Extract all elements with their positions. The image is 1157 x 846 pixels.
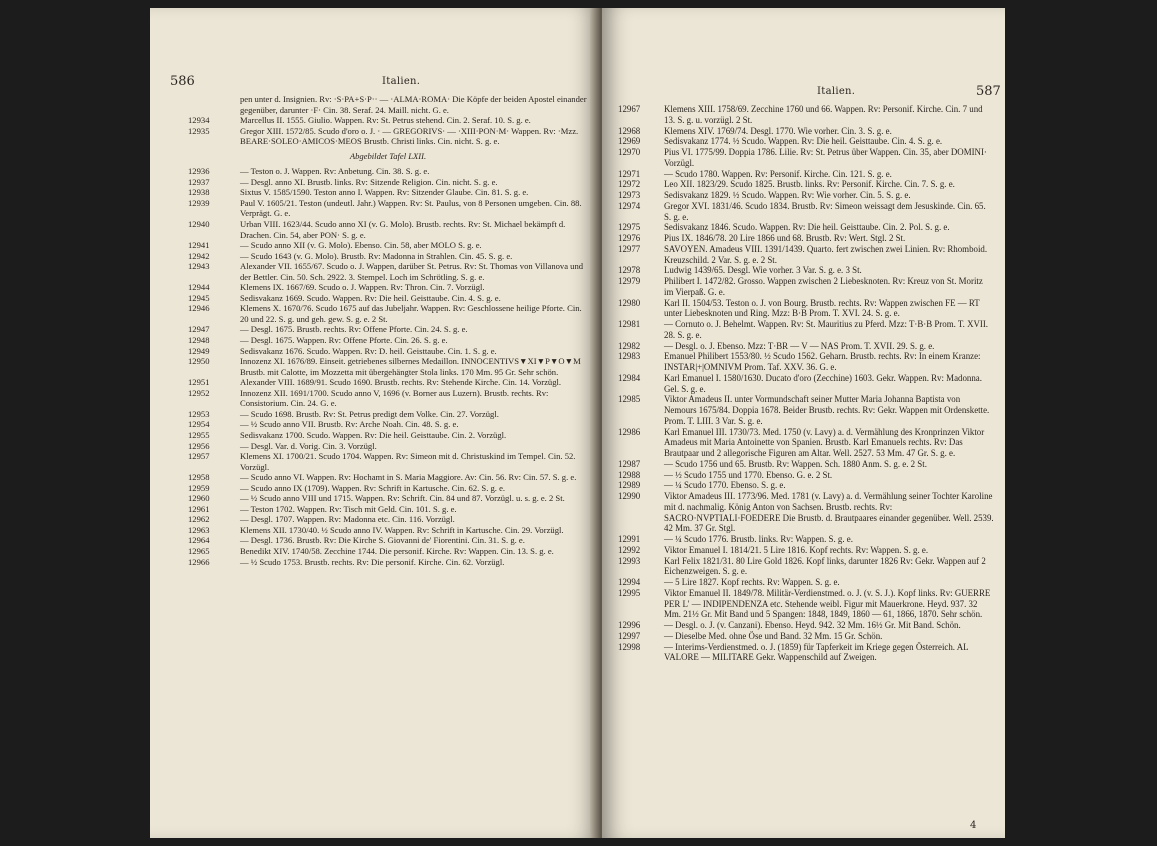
lot-description: — ½ Scudo anno VII. Brustb. Rv: Arche Noah. Cin. 48. S. g. e. bbox=[240, 419, 459, 430]
lot-number: 12987 bbox=[618, 458, 641, 469]
lot-description: Innozenz XI. 1676/89. Einseit. getriebenes silbernes Medaillon. INNOCENTIVS▼XI▼P▼O▼M Brustb. mit Calotte, im Mozzetta mit übergehängter Stola links. 170 Mm. 95 Gr. Sehr schön. bbox=[240, 356, 581, 377]
lot-entry bbox=[188, 557, 588, 568]
lot-number: 12995 bbox=[618, 587, 641, 598]
entry-text: pen unter d. Insignien. Rv: ·S·PA+S·P·· — ·ALMA·ROMA· Die Köpfe der beiden Apostel einander gegenüber, darunter ·F· Cin. 38. Seraf. 24. Maill. nicht. G. e. bbox=[240, 94, 587, 115]
lot-number: 12994 bbox=[618, 577, 641, 587]
lot-description: Karl Felix 1821/31. 80 Lire Gold 1826. Kopf links, darunter 1826 Rv: Gekr. Wappen auf 2 Eichenzweigen. S. g. e. bbox=[664, 555, 986, 577]
lot-entry bbox=[618, 126, 994, 137]
lot-number: 12978 bbox=[618, 265, 641, 276]
lot-entry bbox=[618, 534, 994, 545]
lot-description: — Teston o. J. Wappen. Rv: Anbetung. Cin. 38. S. g. e. bbox=[240, 166, 430, 177]
lot-description: — Dieselbe Med. ohne Öse und Band. 32 Mm. 15 Gr. Schön. bbox=[664, 630, 883, 641]
lot-number: 12991 bbox=[618, 534, 641, 544]
lot-number: 12982 bbox=[618, 340, 641, 351]
lot-number: 12939 bbox=[188, 197, 210, 208]
lot-description: Sedisvakanz 1700. Scudo. Wappen. Rv: Die heil. Geisttaube. Cin. 2. Vorzügl. bbox=[240, 429, 507, 440]
lot-description: Sedisvakanz 1669. Scudo. Wappen. Rv: Die heil. Geisttaube. Cin. 4. S. g. e. bbox=[240, 292, 501, 303]
lot-description: — Desgl. o. J. (v. Canzani). Ebenso. Heyd. 942. 32 Mm. 16½ Gr. Mit Band. Schön. bbox=[664, 620, 961, 630]
lot-number: 12997 bbox=[618, 630, 641, 641]
lot-description: Viktor Amadeus II. unter Vormundschaft seiner Mutter Maria Johanna Baptista von Nemours 1675/84. Doppia 1678. Beider Brustb. rechts. Rv: Gekr. Wappen mit Ordenskette. Prom. T. LIII. 3 Var. S. g. e. bbox=[664, 394, 990, 426]
signature-mark: 4 bbox=[970, 820, 977, 831]
lot-number: 12942 bbox=[188, 250, 210, 261]
lot-description: — ½ Scudo 1753. Brustb. rechts. Rv: Die personif. Kirche. Cin. 62. Vorzügl. bbox=[240, 556, 505, 567]
lot-description: — Scudo 1643 (v. G. Molo). Brustb. Rv: Madonna in Strahlen. Cin. 45. S. g. e. bbox=[240, 250, 513, 261]
lot-entry bbox=[188, 514, 588, 525]
lot-entry bbox=[188, 377, 588, 388]
lot-entry bbox=[618, 169, 994, 180]
lot-number: 12956 bbox=[188, 440, 210, 451]
lot-number: 12981 bbox=[618, 319, 641, 329]
lot-number: 12937 bbox=[188, 176, 210, 187]
lot-entry bbox=[188, 346, 588, 357]
lot-description: — Scudo 1780. Wappen. Rv: Personif. Kirche. Cin. 121. S. g. e. bbox=[664, 168, 892, 179]
lot-description: — Interims-Verdienstmed. o. J. (1859) für Tapferkeit im Kriege gegen Österreich. AL VALORE — MILITARE Gekr. Wappenschild auf Zweigen. bbox=[664, 641, 969, 663]
lot-entry bbox=[188, 388, 588, 409]
lot-description: Leo XII. 1823/29. Scudo 1825. Brustb. links. Rv: Personif. Kirche. Cin. 7. S. g. e. bbox=[664, 179, 955, 190]
lot-entry bbox=[188, 441, 588, 452]
lot-entry bbox=[618, 244, 994, 266]
lot-description: — Scudo anno IX (1709). Wappen. Rv: Schrift in Kartusche. Cin. 62. S. g. e. bbox=[240, 482, 506, 493]
lot-entry bbox=[618, 480, 994, 491]
lot-entry bbox=[618, 373, 994, 395]
lot-number: 12979 bbox=[618, 276, 641, 286]
lot-description: — ½ Scudo 1755 und 1770. Ebenso. G. e. 2 St. bbox=[664, 469, 833, 480]
lot-number: 12958 bbox=[188, 472, 210, 483]
lot-number: 12992 bbox=[618, 544, 641, 555]
lot-entry bbox=[618, 104, 994, 126]
lot-entry bbox=[618, 351, 994, 373]
lot-description: Klemens XIII. 1758/69. Zecchine 1760 und 66. Wappen. Rv: Personif. Kirche. Cin. 7 und 13. S. g. u. vorzügl. 2 St. bbox=[664, 104, 983, 125]
lot-entry bbox=[618, 276, 994, 298]
lot-entry bbox=[618, 545, 994, 556]
lot-description: — Desgl. 1675. Wappen. Rv: Offene Pforte. Cin. 26. S. g. e. bbox=[240, 335, 448, 346]
lot-number: 12940 bbox=[188, 219, 210, 230]
lot-entry bbox=[618, 147, 994, 169]
left-page bbox=[150, 8, 598, 838]
lot-description: Viktor Emanuel II. 1849/78. Militär-Verdienstmed. o. J. (v. S. J.). Kopf links. Rv: GUERRE PER L' — INDIPENDENZA etc. Stehende weibl. Figur mit Mauerkrone. Heyd. 937. 32 Mm. 21½ Gr. Mit Band und 5 Spangen: 1848, 1849, 1860 — 61, 1866, 1870. Sehr schön. bbox=[664, 587, 991, 620]
lot-description: — Cornuto o. J. Behelmt. Wappen. Rv: St. Mauritius zu Pferd. Mzz: T·B·B Prom. T. XVII. 28. S. g. e. bbox=[664, 319, 989, 340]
lot-entry bbox=[188, 504, 588, 515]
lot-entry bbox=[188, 472, 588, 483]
lot-number: 12951 bbox=[188, 377, 210, 388]
lot-number: 12948 bbox=[188, 335, 210, 346]
lot-description: — ¼ Scudo 1770. Ebenso. S. g. e. bbox=[664, 480, 786, 491]
lot-number: 12990 bbox=[618, 491, 641, 501]
lot-description: Marcellus II. 1555. Giulio. Wappen. Rv: St. Petrus stehend. Cin. 2. Seraf. 10. S. g. e. bbox=[240, 115, 531, 126]
lot-number: 12998 bbox=[618, 641, 641, 652]
lot-number: 12974 bbox=[618, 200, 641, 211]
lot-description: Klemens XII. 1730/40. ½ Scudo anno IV. Wappen. Rv: Schrift in Kartusche. Cin. 29. Vorzügl. bbox=[240, 524, 564, 535]
lot-number: 12973 bbox=[618, 190, 641, 200]
lot-entry bbox=[618, 265, 994, 276]
lot-entry bbox=[618, 190, 994, 201]
lot-entry bbox=[188, 115, 588, 126]
running-head-left: Italien. bbox=[382, 76, 421, 87]
right-column bbox=[618, 104, 994, 663]
lot-entry bbox=[188, 303, 588, 324]
lot-number: 12965 bbox=[188, 545, 210, 556]
lot-number: 12976 bbox=[618, 233, 641, 243]
lot-description: — 5 Lire 1827. Kopf rechts. Rv: Wappen. S. g. e. bbox=[664, 577, 840, 587]
entry-list-a bbox=[188, 115, 588, 147]
lot-entry bbox=[188, 240, 588, 251]
lot-description: — Desgl. 1675. Brustb. rechts. Rv: Offene Pforte. Cin. 24. S. g. e. bbox=[240, 324, 468, 335]
lot-entry bbox=[618, 631, 994, 642]
running-head-right: Italien. bbox=[817, 86, 856, 97]
lot-description: Alexander VII. 1655/67. Scudo o. J. Wappen, darüber St. Petrus. Rv: St. Thomas von Villanova und der Bettler. Cin. 50. Sch. 2922. 3. Stempel. Loch im Schrötling. S. g. e. bbox=[240, 261, 584, 282]
lot-description: Viktor Amadeus III. 1773/96. Med. 1781 (v. Lavy) a. d. Vermählung seiner Tochter Karoline mit d. nachmalig. König Anton von Sachsen. Brustb. rechts. Rv: SACRO·NVPTIALI·FOEDERE Die Brustb. d. Brautpaares einander gegenüber. Well. 2539. 42 Mm. 37 Gr. Stgl. bbox=[664, 491, 994, 534]
lot-number: 12972 bbox=[618, 179, 641, 190]
lot-number: 12959 bbox=[188, 482, 210, 493]
lot-entry bbox=[618, 394, 994, 426]
lot-description: — Desgl. Var. d. Vorig. Cin. 3. Vorzügl. bbox=[240, 440, 377, 451]
lot-entry bbox=[618, 588, 994, 620]
lot-description: — Scudo 1698. Brustb. Rv: St. Petrus predigt dem Volke. Cin. 27. Vorzügl. bbox=[240, 408, 499, 419]
lot-number: 12934 bbox=[188, 115, 210, 126]
lot-number: 12961 bbox=[188, 503, 210, 514]
lot-description: Alexander VIII. 1689/91. Scudo 1690. Brustb. rechts. Rv: Stehende Kirche. Cin. 14. Vorzügl. bbox=[240, 377, 562, 388]
lot-entry bbox=[618, 470, 994, 481]
page-number-left: 586 bbox=[170, 74, 195, 89]
lot-entry bbox=[188, 177, 588, 188]
lot-entry bbox=[618, 136, 994, 147]
entry-list-right bbox=[618, 104, 994, 663]
lot-entry bbox=[188, 451, 588, 472]
lot-number: 12986 bbox=[618, 426, 641, 437]
lot-description: — Desgl. 1736. Brustb. Rv: Die Kirche S. Giovanni de' Fiorentini. Cin. 31. S. g. e. bbox=[240, 535, 525, 546]
lot-entry bbox=[188, 198, 588, 219]
lot-entry bbox=[618, 491, 994, 534]
lot-entry bbox=[188, 356, 588, 377]
book-spread bbox=[150, 8, 1005, 838]
entry-number bbox=[188, 94, 240, 115]
lot-number: 12996 bbox=[618, 620, 641, 630]
lot-entry bbox=[188, 126, 588, 147]
lot-entry bbox=[618, 233, 994, 244]
lot-entry bbox=[188, 293, 588, 304]
continuation-entry bbox=[188, 94, 588, 115]
lot-description: Paul V. 1605/21. Teston (undeutl. Jahr.) Wappen. Rv: St. Paulus, von 8 Personen umgeben. Cin. 88. Verprägt. G. e. bbox=[240, 197, 582, 219]
lot-entry bbox=[618, 459, 994, 470]
lot-description: Pius IX. 1846/78. 20 Lire 1866 und 68. Brustb. Rv: Wert. Stgl. 2 St. bbox=[664, 233, 906, 243]
lot-entry bbox=[188, 409, 588, 420]
lot-number: 12960 bbox=[188, 493, 210, 504]
lot-entry bbox=[618, 319, 994, 341]
lot-number: 12954 bbox=[188, 419, 210, 430]
lot-description: Pius VI. 1775/99. Doppia 1786. Lilie. Rv: St. Petrus über Wappen. Cin. 35, aber DOMINI· Vorzügl. bbox=[664, 147, 987, 168]
lot-entry bbox=[618, 620, 994, 631]
lot-number: 12935 bbox=[188, 125, 210, 136]
lot-description: Sedisvakanz 1846. Scudo. Wappen. Rv: Die heil. Geisttaube. Cin. 2. Pol. S. g. e. bbox=[664, 222, 950, 233]
lot-entry bbox=[618, 341, 994, 352]
lot-number: 12941 bbox=[188, 240, 210, 251]
entry-list-b bbox=[188, 166, 588, 567]
lot-description: Ludwig 1439/65. Desgl. Wie vorher. 3 Var. S. g. e. 3 St. bbox=[664, 265, 862, 276]
lot-description: Benedikt XIV. 1740/58. Zecchine 1744. Die personif. Kirche. Rv: Wappen. Cin. 13. S. g. e. bbox=[240, 545, 554, 556]
lot-description: — ¼ Scudo 1776. Brustb. links. Rv: Wappen. S. g. e. bbox=[664, 534, 853, 544]
lot-description: Sedisvakanz 1774. ½ Scudo. Wappen. Rv: Die heil. Geisttaube. Cin. 4. S. g. e. bbox=[664, 136, 943, 147]
lot-number: 12947 bbox=[188, 324, 210, 335]
lot-entry bbox=[618, 556, 994, 578]
lot-number: 12970 bbox=[618, 147, 641, 157]
lot-number: 12962 bbox=[188, 514, 210, 525]
lot-description: Karl II. 1504/53. Teston o. J. von Bourg. Brustb. rechts. Rv: Wappen zwischen FE — RT unter Liebesknoten und Ring. Mzz: B·B Prom. T. XVI. 24. S. g. e. bbox=[664, 297, 980, 319]
lot-description: Urban VIII. 1623/44. Scudo anno XI (v. G. Molo). Brustb. rechts. Rv: St. Michael bekämpft d. Drachen. Cin. 54, aber PON· S. g. e. bbox=[240, 219, 566, 240]
lot-description: Innozenz XII. 1691/1700. Scudo anno V, 1696 (v. Borner aus Luzern). Brustb. rechts. Rv: Consistorium. Cin. 24. G. e. bbox=[240, 387, 549, 409]
lot-number: 12993 bbox=[618, 555, 641, 566]
lot-description: Gregor XIII. 1572/85. Scudo d'oro o. J. · — GREGORIVS· — ·XIII·PON·M· Wappen. Rv: ·Mzz. BEARE·SOLEO·AMICOS·MEOS Brustb. Christi links. Cin. nicht. S. g. e. bbox=[240, 125, 579, 147]
lot-number: 12936 bbox=[188, 166, 210, 177]
lot-entry bbox=[188, 282, 588, 293]
lot-description: Sedisvakanz 1829. ½ Scudo. Wappen. Rv: Wie vorher. Cin. 5. S. g. e. bbox=[664, 190, 911, 200]
lot-number: 12938 bbox=[188, 187, 210, 198]
lot-entry bbox=[618, 201, 994, 223]
lot-entry bbox=[188, 219, 588, 240]
lot-number: 12953 bbox=[188, 408, 210, 419]
lot-entry bbox=[188, 419, 588, 430]
lot-description: Viktor Emanuel I. 1814/21. 5 Lire 1816. Kopf rechts. Rv: Wappen. S. g. e. bbox=[664, 544, 929, 555]
lot-number: 12984 bbox=[618, 372, 641, 383]
lot-entry bbox=[188, 324, 588, 335]
lot-description: Karl Emanuel III. 1730/73. Med. 1750 (v. Lavy) a. d. Vermählung des Kronprinzen Viktor Amadeus mit Maria Antoinette von Spanien. Brustb. Karl Emanuels rechts. Rv: Das Brautpaar und 2 allegorische Figuren am Altar. Well. 2527. 53 Mm. 47 Gr. S. g. e. bbox=[664, 426, 985, 458]
lot-number: 12975 bbox=[618, 222, 641, 233]
lot-description: SAVOYEN. Amadeus VIII. 1391/1439. Quarto. fert zwischen zwei Linien. Rv: Rhomboid. Kreuzschild. 2 Var. S. g. e. 2 St. bbox=[664, 243, 988, 265]
lot-number: 12967 bbox=[618, 104, 641, 114]
lot-description: — Teston 1702. Wappen. Rv: Tisch mit Geld. Cin. 101. S. g. e. bbox=[240, 503, 457, 514]
lot-number: 12977 bbox=[618, 243, 641, 254]
lot-description: Klemens X. 1670/76. Scudo 1675 auf das Jubeljahr. Wappen. Rv: Geschlossene heilige Pforte. Cin. 20 und 22. S. g. und geh. gew. S. g. e. 2 St. bbox=[240, 303, 582, 324]
lot-entry bbox=[618, 577, 994, 588]
lot-number: 12985 bbox=[618, 394, 641, 405]
lot-entry bbox=[188, 166, 588, 177]
lot-entry bbox=[188, 483, 588, 494]
lot-number: 12944 bbox=[188, 282, 210, 293]
lot-entry bbox=[618, 298, 994, 320]
lot-number: 12957 bbox=[188, 451, 210, 462]
lot-description: — Scudo anno VI. Wappen. Rv: Hochamt in S. Maria Maggiore. Av: Cin. 56. Rv: Cin. 57. S. g. e. bbox=[240, 472, 577, 483]
lot-description: Karl Emanuel I. 1580/1630. Ducato d'oro (Zecchine) 1603. Gekr. Wappen. Rv: Madonna. Gel. S. g. e. bbox=[664, 372, 982, 394]
right-page bbox=[602, 8, 1005, 838]
lot-description: Klemens XI. 1700/21. Scudo 1704. Wappen. Rv: Simeon mit d. Christuskind im Tempel. Cin. 52. Vorzügl. bbox=[240, 451, 576, 472]
lot-number: 12968 bbox=[618, 125, 641, 136]
lot-number: 12945 bbox=[188, 292, 210, 303]
lot-number: 12952 bbox=[188, 387, 210, 398]
lot-entry bbox=[618, 222, 994, 233]
lot-number: 12943 bbox=[188, 261, 210, 272]
lot-description: Philibert I. 1472/82. Grosso. Wappen zwischen 2 Liebesknoten. Rv: Kreuz von St. Moritz im Vierpaß. G. e. bbox=[664, 276, 983, 297]
lot-entry bbox=[188, 430, 588, 441]
lot-entry bbox=[618, 427, 994, 459]
lot-entry bbox=[188, 335, 588, 346]
lot-entry bbox=[188, 251, 588, 262]
lot-entry bbox=[188, 546, 588, 557]
lot-number: 12971 bbox=[618, 168, 641, 179]
lot-entry bbox=[618, 179, 994, 190]
lot-description: Emanuel Philibert 1553/80. ½ Scudo 1562. Geharn. Brustb. rechts. Rv: In einem Kranze: INSTAR|+|OMNIVM Prom. Taf. XXV. 36. G. e. bbox=[664, 351, 981, 372]
lot-description: — Scudo 1756 und 65. Brustb. Rv: Wappen. Sch. 1880 Anm. S. g. e. 2 St. bbox=[664, 458, 927, 469]
lot-description: — Desgl. anno XI. Brustb. links. Rv: Sitzende Religion. Cin. nicht. S. g. e. bbox=[240, 176, 498, 187]
lot-number: 12969 bbox=[618, 136, 641, 147]
lot-number: 12946 bbox=[188, 303, 210, 314]
lot-entry bbox=[618, 642, 994, 664]
lot-entry bbox=[188, 261, 588, 282]
lot-number: 12989 bbox=[618, 480, 641, 491]
lot-description: Klemens IX. 1667/69. Scudo o. J. Wappen. Rv: Thron. Cin. 7. Vorzügl. bbox=[240, 282, 485, 293]
lot-description: — ½ Scudo anno VIII und 1715. Wappen. Rv: Schrift. Cin. 84 und 87. Vorzügl. u. s. g. e. 2 St. bbox=[240, 493, 565, 504]
lot-number: 12983 bbox=[618, 351, 641, 362]
lot-description: Gregor XVI. 1831/46. Scudo 1834. Brustb. Rv: Simeon weissagt dem Jesuskinde. Cin. 65. S. g. e. bbox=[664, 200, 986, 222]
lot-description: Klemens XIV. 1769/74. Desgl. 1770. Wie vorher. Cin. 3. S. g. e. bbox=[664, 125, 892, 136]
lot-entry bbox=[188, 525, 588, 536]
lot-description: — Desgl. 1707. Wappen. Rv: Madonna etc. Cin. 116. Vorzügl. bbox=[240, 514, 455, 525]
lot-number: 12988 bbox=[618, 469, 641, 480]
lot-description: — Scudo anno XII (v. G. Molo). Ebenso. Cin. 58, aber MOLO S. g. e. bbox=[240, 240, 482, 251]
lot-entry bbox=[188, 493, 588, 504]
plate-caption: Abgebildet Tafel LXII. bbox=[349, 150, 427, 161]
lot-number: 12949 bbox=[188, 345, 210, 356]
lot-description: — Desgl. o. J. Ebenso. Mzz: T·BR — V — NAS Prom. T. XVII. 29. S. g. e. bbox=[664, 340, 935, 351]
lot-entry bbox=[188, 187, 588, 198]
lot-description: Sixtus V. 1585/1590. Teston anno I. Wappen. Rv: Sitzender Glaube. Cin. 81. S. g. e. bbox=[240, 187, 529, 198]
lot-description: Sedisvakanz 1676. Scudo. Wappen. Rv: D. heil. Geisttaube. Cin. 1. S. g. e. bbox=[240, 345, 497, 356]
lot-number: 12963 bbox=[188, 524, 210, 535]
lot-number: 12955 bbox=[188, 429, 210, 440]
lot-number: 12964 bbox=[188, 535, 210, 546]
left-column bbox=[188, 94, 588, 567]
lot-number: 12966 bbox=[188, 556, 210, 567]
lot-number: 12980 bbox=[618, 297, 641, 308]
page-number-right: 587 bbox=[976, 84, 1001, 99]
lot-number: 12950 bbox=[188, 356, 210, 367]
lot-entry bbox=[188, 535, 588, 546]
